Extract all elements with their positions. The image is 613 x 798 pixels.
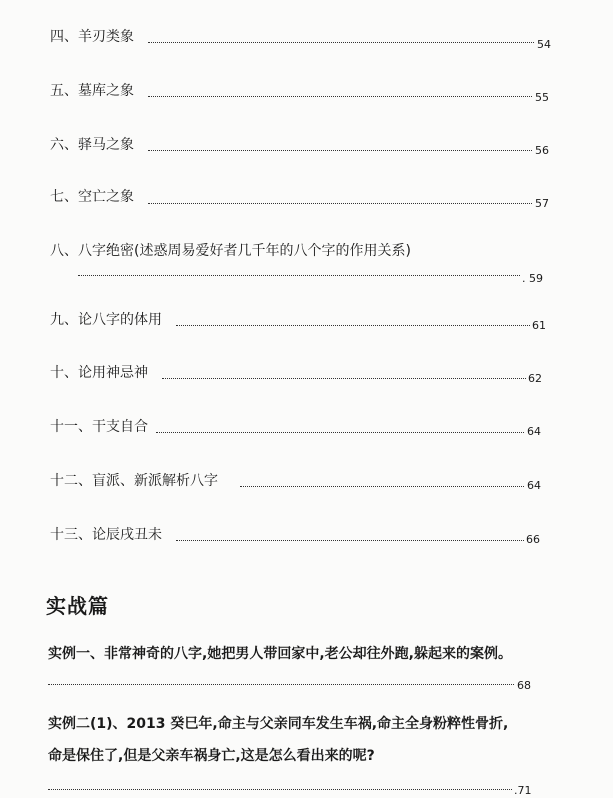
toc-leader-dots (176, 538, 524, 541)
toc-page-number: 54 (537, 38, 551, 51)
toc-page-number: 64 (527, 425, 541, 438)
toc-leader-dots (240, 484, 524, 487)
toc-page-number: 62 (528, 372, 542, 385)
toc-entry-title: 十、论用神忌神 (50, 365, 148, 381)
toc-leader-dots (162, 376, 526, 379)
case-title-line: 实例二(1)、2013 癸巳年,命主与父亲同车发生车祸,命主全身粉粹性骨折, (48, 716, 509, 732)
toc-leader-dots (176, 323, 530, 326)
toc-page-number: 56 (535, 144, 549, 157)
toc-leader-dots (148, 94, 532, 97)
section-title: 实战篇 (46, 594, 109, 618)
toc-entry-title: 七、空亡之象 (50, 189, 134, 205)
toc-entry-title: 八、八字绝密(述惑周易爱好者几千年的八个字的作用关系) (50, 243, 411, 259)
toc-page-number: 57 (535, 197, 549, 210)
case-title-line: 实例一、非常神奇的八字,她把男人带回家中,老公却往外跑,躲起来的案例。 (48, 646, 512, 662)
toc-leader-dots (148, 148, 532, 151)
case-title-line: 命是保住了,但是父亲车祸身亡,这是怎么看出来的呢? (48, 748, 375, 764)
toc-entry-title: 十一、干支自合 (50, 419, 148, 435)
toc-leader-dots (48, 787, 512, 790)
toc-page-number: 55 (535, 91, 549, 104)
toc-leader-dots (156, 430, 524, 433)
toc-page-number: 68 (517, 679, 531, 692)
toc-entry-title: 十二、盲派、新派解析八字 (50, 473, 218, 489)
toc-leader-dots (48, 682, 514, 685)
toc-entry-title: 五、墓库之象 (50, 83, 134, 99)
toc-page-number: .71 (514, 784, 532, 797)
toc-leader-dots (148, 40, 534, 43)
toc-entry-title: 九、论八字的体用 (50, 312, 162, 328)
toc-page-number: 64 (527, 479, 541, 492)
toc-page-number: 61 (532, 319, 546, 332)
toc-leader-dots (148, 201, 532, 204)
toc-page-number: 66 (526, 533, 540, 546)
toc-entry-title: 六、驿马之象 (50, 137, 134, 153)
toc-page-number: . 59 (522, 272, 543, 285)
toc-leader-dots (78, 273, 520, 276)
toc-entry-title: 十三、论辰戌丑未 (50, 527, 162, 543)
toc-entry-title: 四、羊刃类象 (50, 29, 134, 45)
